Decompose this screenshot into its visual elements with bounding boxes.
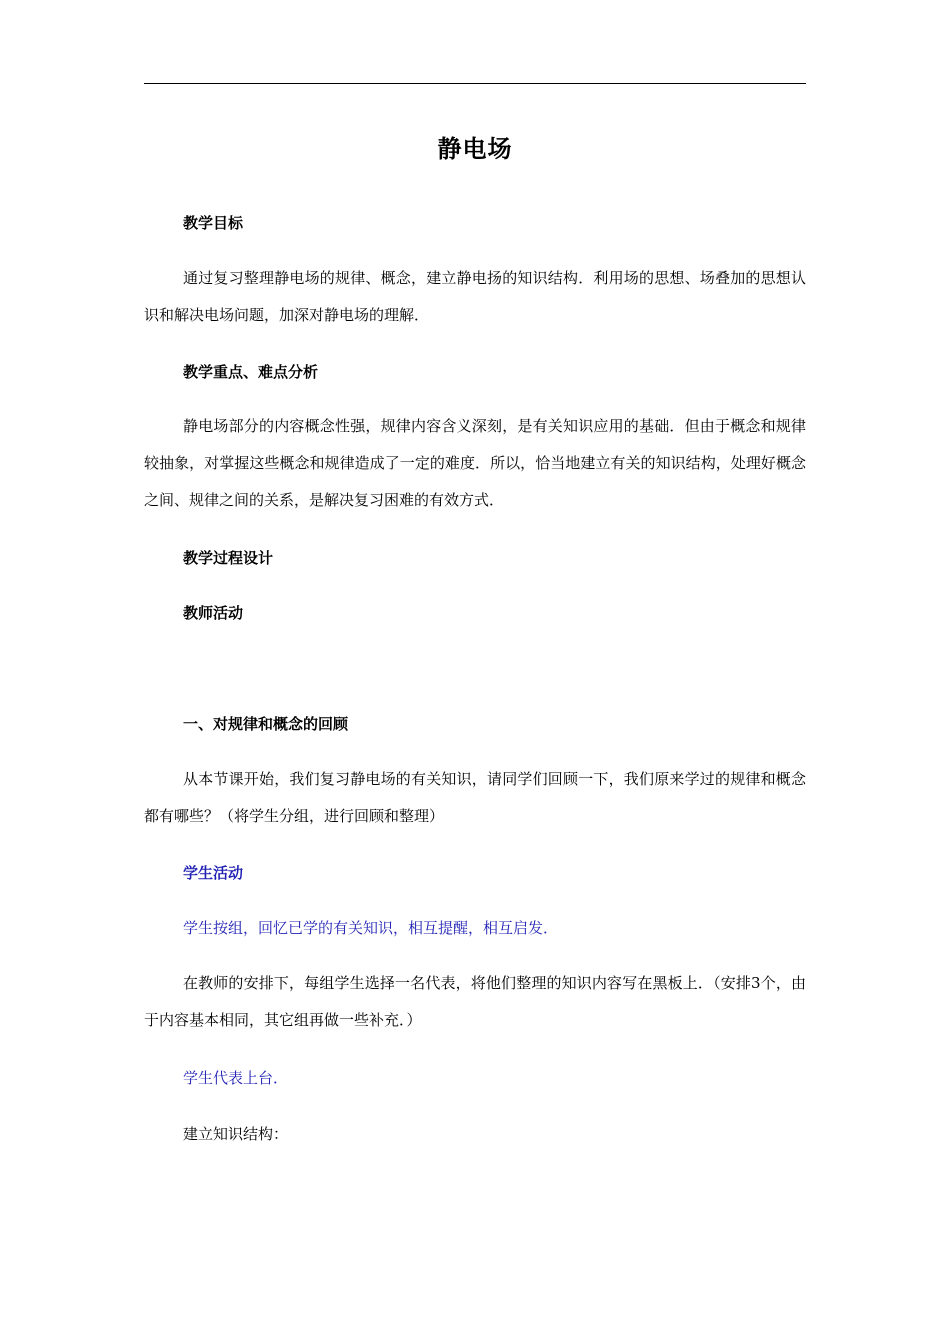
build-structure-text: 建立知识结构：	[183, 1125, 289, 1143]
part1-paragraph: 从本节课开始，我们复习静电场的有关知识，请同学们回顾一下，我们原来学过的规律和概念都有哪些？（将学生分组，进行回顾和整理）	[144, 770, 806, 825]
part1-heading: 一、对规律和概念的回顾	[183, 715, 349, 733]
arrange-paragraph: 在教师的安排下，每组学生选择一名代表，将他们整理的知识内容写在黑板上．（安排3个，由于内容基本相同，其它组再做一些补充．）	[144, 974, 806, 1029]
student-stage-text: 学生代表上台．	[183, 1069, 289, 1087]
student-activity-text: 学生按组，回忆已学的有关知识，相互提醒，相互启发．	[183, 919, 559, 937]
goal-paragraph: 通过复习整理静电场的规律、概念，建立静电扬的知识结构．利用场的思想、场叠加的思想认识和解决电场问题，加深对静电场的理解．	[144, 269, 806, 324]
focus-paragraph: 静电场部分的内容概念性强，规律内容含义深刻，是有关知识应用的基础．但由于概念和规律较抽象，对掌握这些概念和规律造成了一定的难度．所以，恰当地建立有关的知识结构，处理好概念之间、规律之间的关系，是解决复习困难的有效方式．	[144, 417, 806, 509]
focus-heading: 教学重点、难点分析	[183, 363, 319, 381]
document-title: 静电场	[437, 135, 513, 163]
goal-heading: 教学目标	[183, 214, 244, 232]
teacher-heading: 教师活动	[183, 604, 244, 622]
student-heading: 学生活动	[183, 864, 244, 882]
process-heading: 教学过程设计	[183, 549, 274, 567]
header-rule	[144, 83, 806, 84]
